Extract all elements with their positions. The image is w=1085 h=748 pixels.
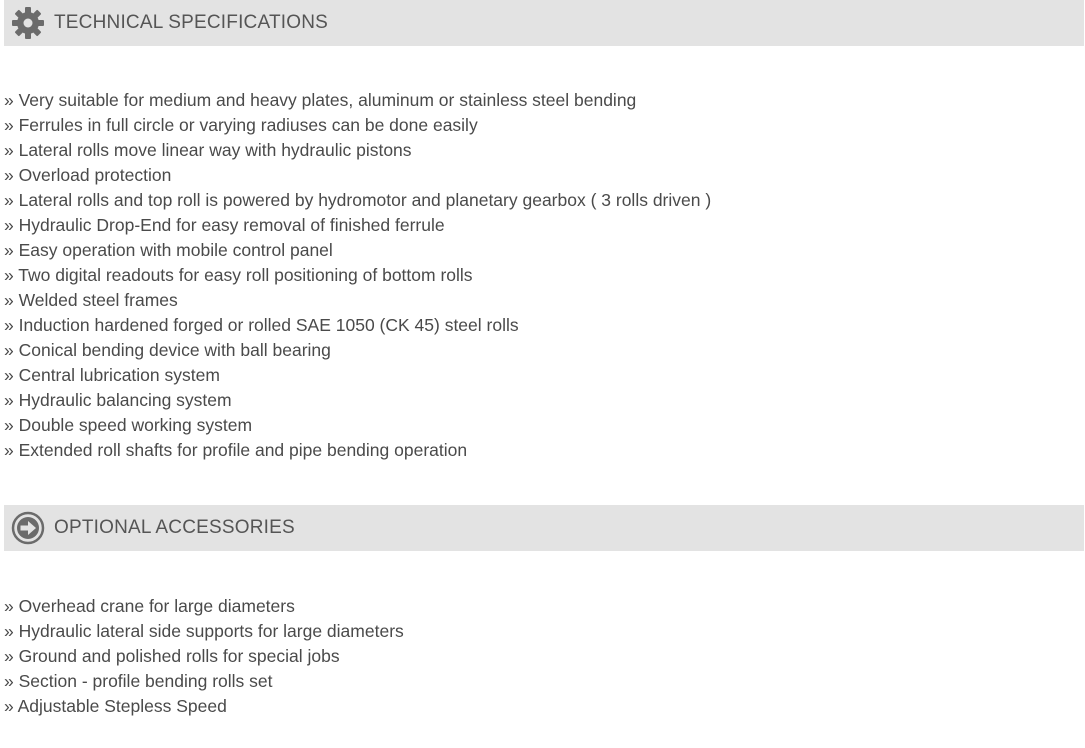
list-item: » Adjustable Stepless Speed: [4, 696, 227, 716]
list-item: » Easy operation with mobile control panel: [4, 240, 333, 260]
list-item: » Conical bending device with ball bearing: [4, 340, 331, 360]
technical-specifications-list: [4, 88, 711, 463]
optional-accessories-list: [4, 594, 404, 719]
list-item: » Ferrules in full circle or varying radiuses can be done easily: [4, 115, 478, 135]
list-item: » Central lubrication system: [4, 365, 220, 385]
list-item: » Induction hardened forged or rolled SAE 1050 (CK 45) steel rolls: [4, 315, 519, 335]
list-item: » Overload protection: [4, 165, 172, 185]
list-item: » Hydraulic balancing system: [4, 390, 232, 410]
list-item: » Very suitable for medium and heavy plates, aluminum or stainless steel bending: [4, 90, 637, 110]
list-item: » Hydraulic Drop-End for easy removal of finished ferrule: [4, 215, 445, 235]
list-item: » Welded steel frames: [4, 290, 178, 310]
list-item: » Extended roll shafts for profile and pipe bending operation: [4, 440, 468, 460]
list-item: » Two digital readouts for easy roll positioning of bottom rolls: [4, 265, 473, 285]
section-title: OPTIONAL ACCESSORIES: [54, 517, 295, 538]
list-item: » Double speed working system: [4, 415, 253, 435]
section-title: TECHNICAL SPECIFICATIONS: [54, 12, 329, 33]
list-item: » Ground and polished rolls for special jobs: [4, 646, 340, 666]
list-item: » Lateral rolls move linear way with hydraulic pistons: [4, 140, 412, 160]
arrow-right-circle-icon: [9, 509, 47, 547]
gear-icon: [9, 4, 47, 42]
list-item: » Hydraulic lateral side supports for large diameters: [4, 621, 404, 641]
technical-specifications-header: [4, 0, 1084, 46]
list-item: » Overhead crane for large diameters: [4, 596, 295, 616]
optional-accessories-header: [4, 505, 1084, 551]
list-item: » Section - profile bending rolls set: [4, 671, 273, 691]
list-item: » Lateral rolls and top roll is powered by hydromotor and planetary gearbox ( 3 rolls driven ): [4, 190, 712, 210]
